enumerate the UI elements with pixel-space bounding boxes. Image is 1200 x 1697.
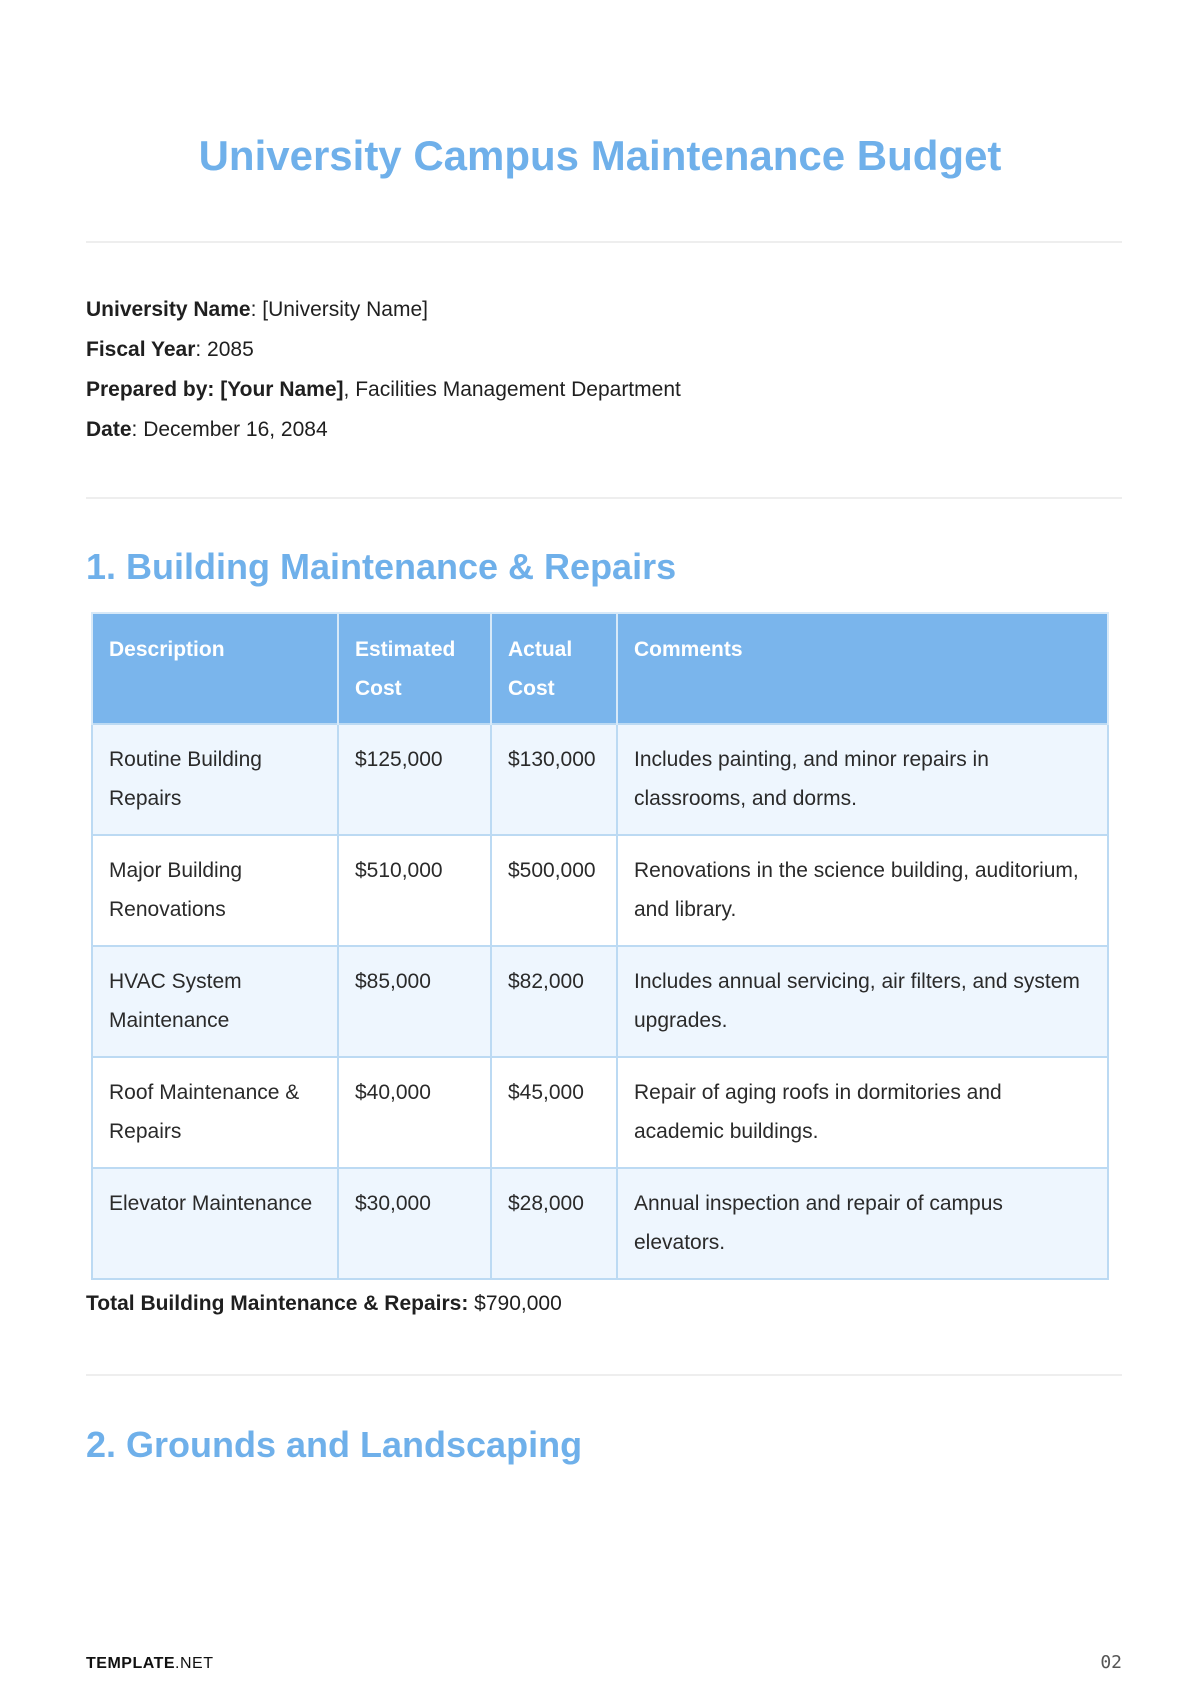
building-total-label: Total Building Maintenance & Repairs: — [86, 1292, 469, 1315]
building-total — [86, 1292, 562, 1316]
meta-prepared-value: Facilities Management Department — [355, 378, 681, 401]
cell-actual-cost: $82,000 — [491, 946, 617, 1057]
meta-date: Date: December 16, 2084 — [86, 418, 328, 441]
cell-estimated-cost: $30,000 — [338, 1168, 491, 1279]
meta-university-label: University Name — [86, 298, 251, 321]
footer-brand-rest: .NET — [175, 1655, 214, 1672]
header-actual-cost: Actual Cost — [491, 613, 617, 724]
page-number: 02 — [1100, 1652, 1122, 1673]
cell-description: HVAC System Maintenance — [92, 946, 338, 1057]
header-comments: Comments — [617, 613, 1108, 724]
cell-actual-cost: $130,000 — [491, 724, 617, 835]
footer-brand-bold: TEMPLATE — [86, 1655, 176, 1672]
building-total-value: $790,000 — [474, 1292, 562, 1315]
meta-fiscal-year: Fiscal Year: 2085 — [86, 338, 254, 361]
cell-actual-cost: $500,000 — [491, 835, 617, 946]
table-row — [92, 1057, 1108, 1168]
meta-date-value: December 16, 2084 — [143, 418, 328, 441]
cell-comments: Renovations in the science building, auditorium, and library. — [617, 835, 1108, 946]
cell-comments: Repair of aging roofs in dormitories and academic buildings. — [617, 1057, 1108, 1168]
meta-university-value: [University Name] — [262, 298, 428, 321]
footer-brand-logo — [86, 1655, 213, 1673]
meta-university: University Name: [University Name] — [86, 298, 428, 321]
cell-estimated-cost: $125,000 — [338, 724, 491, 835]
table-row — [92, 946, 1108, 1057]
cell-actual-cost: $45,000 — [491, 1057, 617, 1168]
cell-actual-cost: $28,000 — [491, 1168, 617, 1279]
cell-estimated-cost: $85,000 — [338, 946, 491, 1057]
document-meta — [86, 290, 681, 450]
header-estimated-cost: Estimated Cost — [338, 613, 491, 724]
cell-comments: Includes painting, and minor repairs in classrooms, and dorms. — [617, 724, 1108, 835]
meta-prepared-label: Prepared by: [Your Name] — [86, 378, 344, 401]
document-title: University Campus Maintenance Budget — [198, 132, 1002, 179]
meta-prepared-by: Prepared by: [Your Name], Facilities Management Department — [86, 378, 681, 401]
cell-description: Major Building Renovations — [92, 835, 338, 946]
cell-description: Routine Building Repairs — [92, 724, 338, 835]
table-header-row — [92, 613, 1108, 724]
meta-fiscal-label: Fiscal Year — [86, 338, 196, 361]
divider — [86, 1374, 1122, 1376]
table-row — [92, 835, 1108, 946]
meta-fiscal-value: 2085 — [207, 338, 254, 361]
table-row — [92, 1168, 1108, 1279]
cell-estimated-cost: $40,000 — [338, 1057, 491, 1168]
meta-date-label: Date — [86, 418, 132, 441]
building-maintenance-table — [91, 612, 1109, 1280]
divider — [86, 497, 1122, 499]
header-description: Description — [92, 613, 338, 724]
divider — [86, 241, 1122, 243]
cell-comments: Annual inspection and repair of campus elevators. — [617, 1168, 1108, 1279]
cell-description: Roof Maintenance & Repairs — [92, 1057, 338, 1168]
cell-comments: Includes annual servicing, air filters, and system upgrades. — [617, 946, 1108, 1057]
section-title-building: 1. Building Maintenance & Repairs — [86, 546, 677, 587]
cell-description: Elevator Maintenance — [92, 1168, 338, 1279]
table-row — [92, 724, 1108, 835]
cell-estimated-cost: $510,000 — [338, 835, 491, 946]
section-title-grounds: 2. Grounds and Landscaping — [86, 1424, 583, 1465]
